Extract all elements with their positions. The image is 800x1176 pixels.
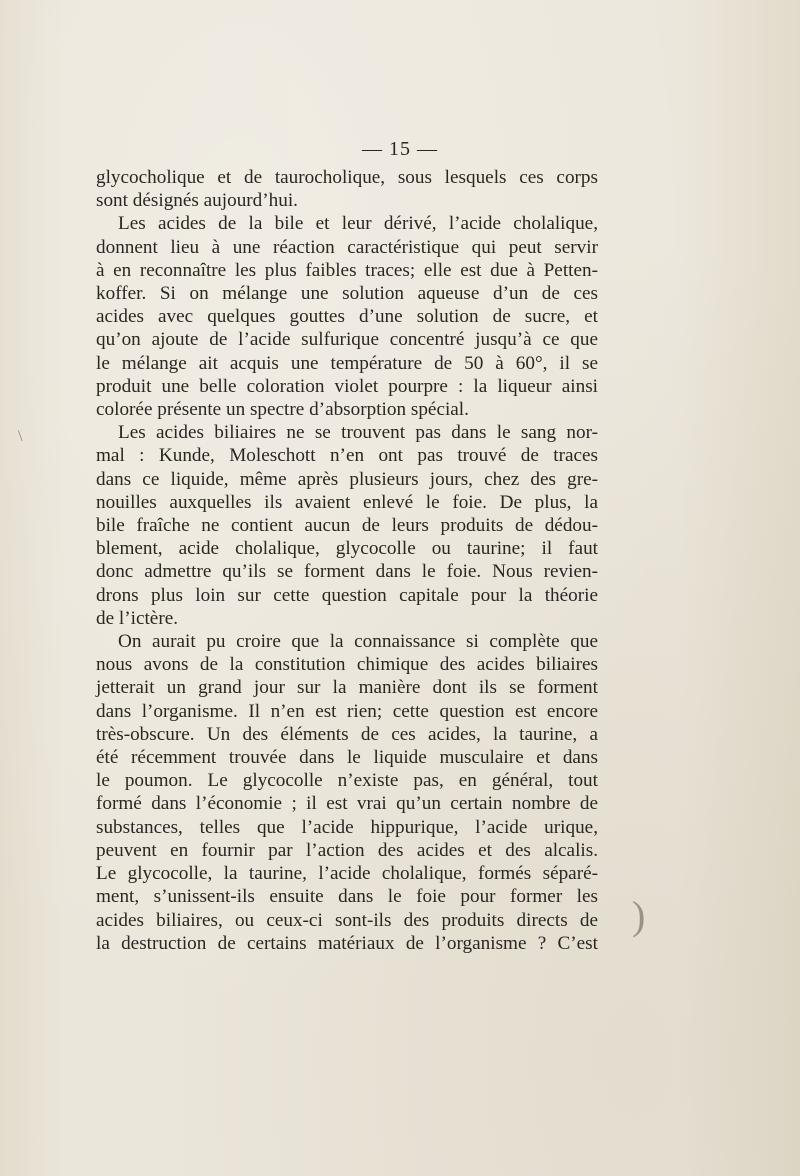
text-line: koffer. Si on mélange une solution aqueuse d’un de ces [96, 283, 598, 305]
text-line: colorée présente un spectre d’absorption spécial. [96, 399, 469, 421]
body-text [96, 166, 598, 955]
text-line: blement, acide cholalique, glycocolle ou taurine; il faut [96, 538, 598, 560]
text-line: formé dans l’économie ; il est vrai qu’un certain nombre de [96, 793, 598, 815]
text-line: la destruction de certains matériaux de l’organisme ? C’est [96, 932, 598, 954]
text-line: à en reconnaître les plus faibles traces; elle est due à Petten- [96, 259, 598, 281]
text-line: On aurait pu croire que la connaissance si complète que [118, 631, 598, 653]
text-line: peuvent en fournir par l’action des acides et des alcalis. [96, 839, 598, 861]
text-line: jetterait un grand jour sur la manière dont ils se forment [96, 677, 598, 699]
text-line: qu’on ajoute de l’acide sulfurique concentré jusqu’à ce que [96, 329, 598, 351]
text-line: glycocholique et de taurocholique, sous lesquels ces corps [96, 167, 598, 188]
text-line: mal : Kunde, Moleschott n’en ont pas trouvé de traces [96, 445, 598, 467]
text-line: Le glycocolle, la taurine, l’acide cholalique, formés séparé- [96, 863, 598, 885]
text-line: drons plus loin sur cette question capitale pour la théorie [96, 584, 598, 606]
text-line: Les acides biliaires ne se trouvent pas dans le sang nor- [118, 422, 598, 444]
text-line: donc admettre qu’ils se forment dans le foie. Nous revien- [96, 561, 598, 583]
text-line: Les acides de la bile et leur dérivé, l’acide cholalique, [118, 213, 598, 235]
text-line: dans l’organisme. Il n’en est rien; cette question est encore [96, 700, 598, 722]
text-line: le mélange ait acquis une température de 50 à 60°, il se [96, 352, 598, 374]
margin-tick-left: \ [18, 428, 23, 445]
text-line: produit une belle coloration violet pourpre : la liqueur ainsi [96, 375, 598, 397]
text-line: substances, telles que l’acide hippurique, l’acide urique, [96, 816, 598, 838]
text-line: acides avec quelques gouttes d’une solution de sucre, et [96, 306, 598, 328]
text-line: très-obscure. Un des éléments de ces acides, la taurine, a [96, 723, 598, 745]
text-line: donnent lieu à une réaction caractéristique qui peut servir [96, 236, 598, 258]
text-line: acides biliaires, ou ceux-ci sont-ils des produits directs de [96, 909, 598, 931]
text-line: bile fraîche ne contient aucun de leurs produits de dédou- [96, 515, 598, 537]
text-line: dans ce liquide, même après plusieurs jours, chez des gre- [96, 468, 598, 490]
text-line: ment, s’unissent-ils ensuite dans le foie pour former les [96, 886, 598, 908]
text-line: été récemment trouvée dans le liquide musculaire et dans [96, 747, 598, 769]
margin-bracket-right: ) [632, 893, 646, 938]
text-line: nouilles auxquelles ils avaient enlevé le foie. De plus, la [96, 491, 598, 513]
text-line: nous avons de la constitution chimique des acides biliaires [96, 654, 598, 676]
text-line: le poumon. Le glycocolle n’existe pas, en général, tout [96, 770, 598, 792]
text-line: sont désignés aujourd’hui. [96, 190, 298, 212]
text-line: de l’ictère. [96, 607, 179, 629]
page-number: — 15 — [362, 138, 438, 160]
